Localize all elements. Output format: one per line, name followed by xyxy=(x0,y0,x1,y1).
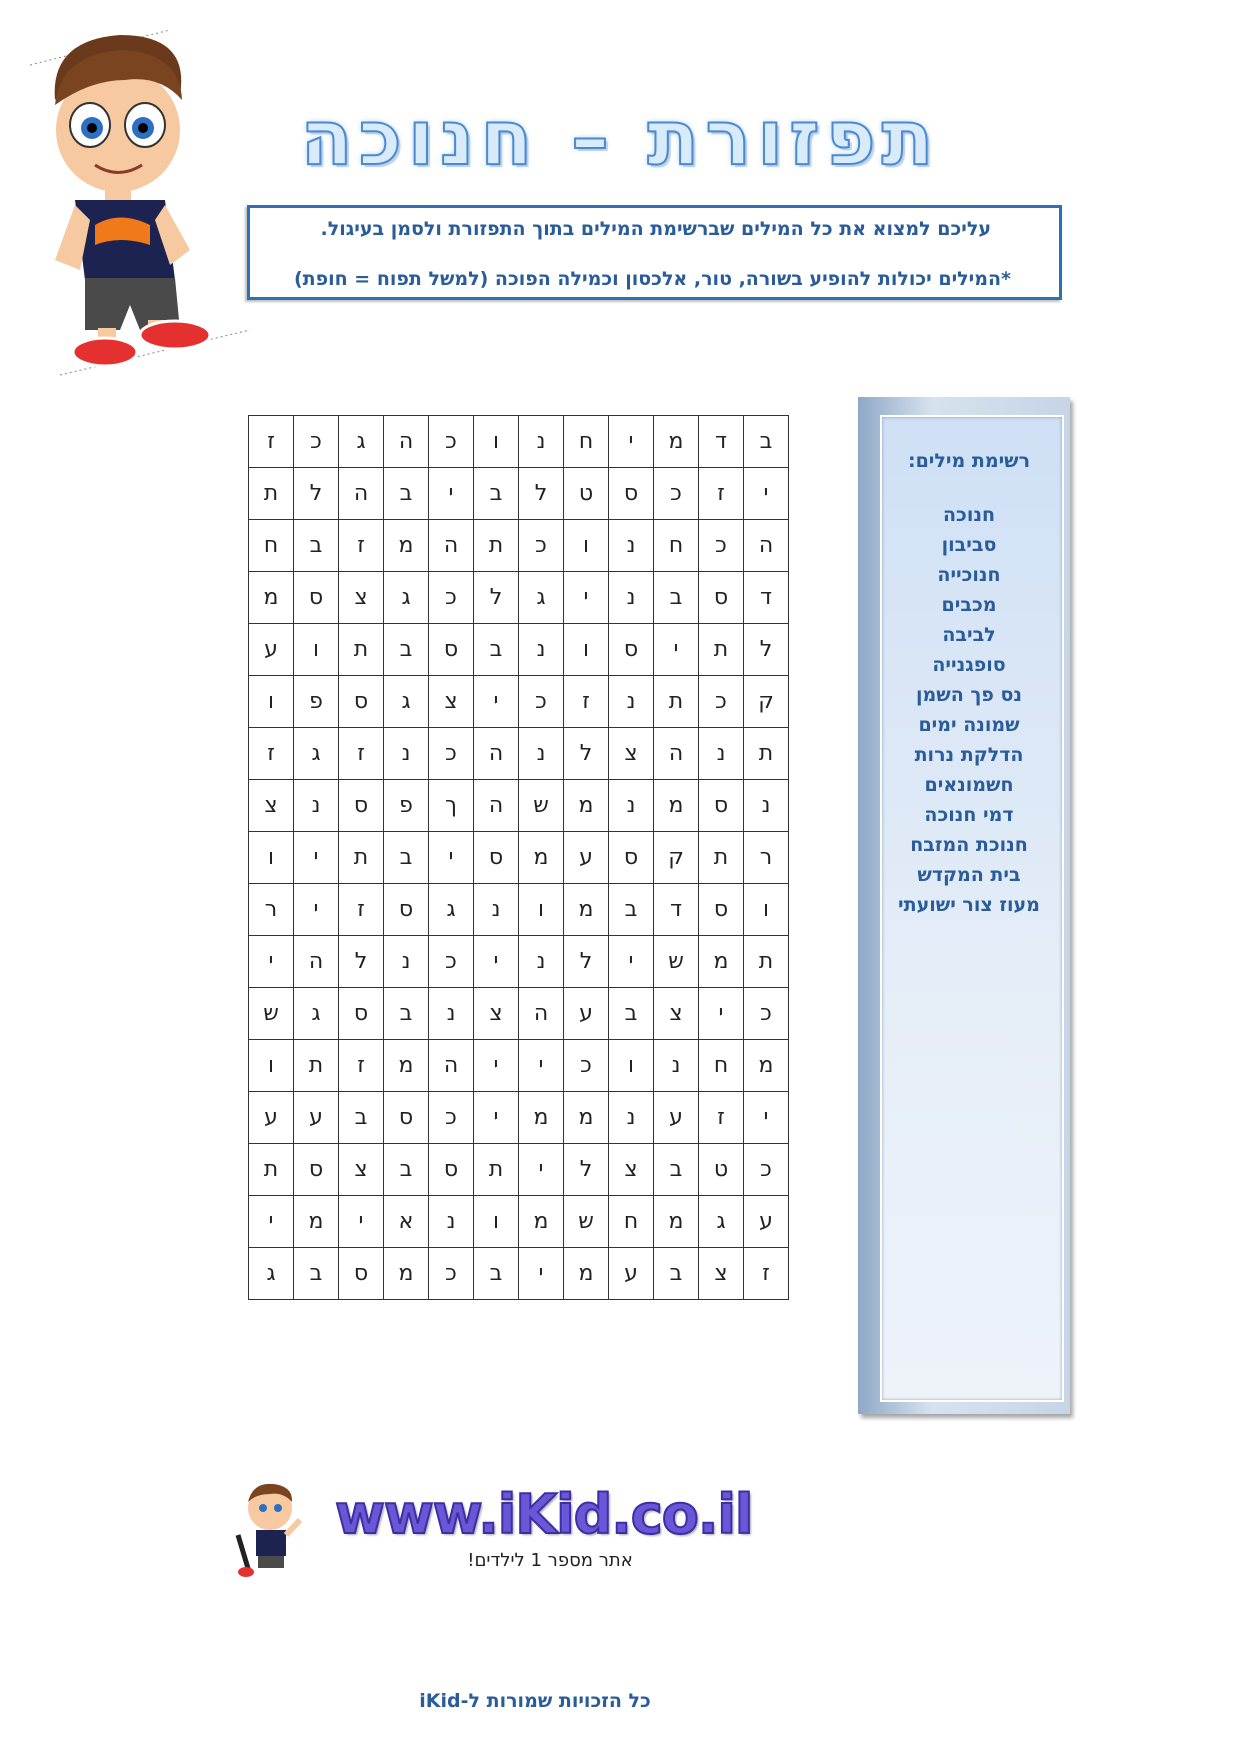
grid-cell[interactable]: ס xyxy=(384,1092,429,1144)
grid-cell[interactable]: ש xyxy=(564,1196,609,1248)
grid-cell[interactable]: נ xyxy=(519,416,564,468)
grid-cell[interactable]: צ xyxy=(339,1144,384,1196)
grid-cell[interactable]: כ xyxy=(564,1040,609,1092)
word-list-item: נס פך השמן xyxy=(916,684,1022,706)
grid-cell[interactable]: כ xyxy=(429,1092,474,1144)
grid-cell[interactable]: ת xyxy=(744,936,789,988)
grid-cell[interactable]: ע xyxy=(564,988,609,1040)
grid-cell[interactable]: ג xyxy=(294,728,339,780)
grid-cell[interactable]: ת xyxy=(699,832,744,884)
grid-cell[interactable]: ז xyxy=(564,676,609,728)
grid-cell[interactable]: נ xyxy=(519,936,564,988)
boy-illustration xyxy=(30,20,250,380)
grid-cell[interactable]: ה xyxy=(429,1040,474,1092)
grid-cell[interactable]: מ xyxy=(519,832,564,884)
grid-cell[interactable]: נ xyxy=(609,676,654,728)
grid-cell[interactable]: נ xyxy=(519,728,564,780)
grid-row xyxy=(249,780,789,832)
grid-cell[interactable]: ע xyxy=(249,1092,294,1144)
grid-cell[interactable]: ס xyxy=(339,780,384,832)
grid-cell[interactable]: ח xyxy=(249,520,294,572)
grid-cell[interactable]: צ xyxy=(654,988,699,1040)
grid-cell[interactable]: מ xyxy=(384,1248,429,1300)
grid-cell[interactable]: ו xyxy=(474,416,519,468)
grid-cell[interactable]: ר xyxy=(249,884,294,936)
word-list-item: בית המקדש xyxy=(917,864,1021,886)
grid-cell[interactable]: נ xyxy=(609,780,654,832)
grid-cell[interactable]: צ xyxy=(339,572,384,624)
grid-cell[interactable]: ה xyxy=(474,780,519,832)
grid-cell[interactable]: ה xyxy=(744,520,789,572)
grid-cell[interactable]: ב xyxy=(654,572,699,624)
grid-cell[interactable]: ת xyxy=(294,1040,339,1092)
grid-cell[interactable]: ז xyxy=(699,1092,744,1144)
grid-cell[interactable]: ז xyxy=(249,728,294,780)
grid-cell[interactable]: נ xyxy=(609,572,654,624)
grid-cell[interactable]: ו xyxy=(744,884,789,936)
grid-cell[interactable]: מ xyxy=(564,1248,609,1300)
word-list-title: רשימת מילים: xyxy=(907,450,1031,472)
grid-cell[interactable]: י xyxy=(699,988,744,1040)
grid-cell[interactable]: ו xyxy=(609,1040,654,1092)
grid-cell[interactable]: ל xyxy=(519,468,564,520)
word-list-item: חשמונאים xyxy=(924,774,1014,796)
grid-cell[interactable]: ה xyxy=(384,416,429,468)
grid-cell[interactable]: ב xyxy=(654,1248,699,1300)
grid-cell[interactable]: ק xyxy=(744,676,789,728)
grid-cell[interactable]: ג xyxy=(294,988,339,1040)
grid-cell[interactable]: ז xyxy=(339,520,384,572)
grid-cell[interactable]: נ xyxy=(609,1092,654,1144)
grid-cell[interactable]: ס xyxy=(294,572,339,624)
grid-cell[interactable]: י xyxy=(249,936,294,988)
grid-cell[interactable]: נ xyxy=(654,1040,699,1092)
grid-cell[interactable]: ת xyxy=(249,1144,294,1196)
grid-cell[interactable]: ס xyxy=(429,624,474,676)
grid-row xyxy=(249,416,789,468)
word-search-grid xyxy=(248,415,789,1300)
grid-cell[interactable]: ג xyxy=(384,572,429,624)
word-list-item: שמונה ימים xyxy=(918,714,1020,736)
grid-cell[interactable]: ו xyxy=(564,520,609,572)
grid-cell[interactable]: ב xyxy=(339,1092,384,1144)
grid-cell[interactable]: ו xyxy=(249,676,294,728)
grid-cell[interactable]: מ xyxy=(519,1196,564,1248)
grid-cell[interactable]: ד xyxy=(744,572,789,624)
grid-row xyxy=(249,1144,789,1196)
grid-cell[interactable]: ב xyxy=(384,624,429,676)
grid-cell[interactable]: כ xyxy=(429,936,474,988)
grid-cell[interactable]: ו xyxy=(519,884,564,936)
grid-cell[interactable]: י xyxy=(609,936,654,988)
grid-row xyxy=(249,676,789,728)
copyright-text: כל הזכויות שמורות ל-iKid xyxy=(419,1690,651,1712)
grid-cell[interactable]: י xyxy=(519,1248,564,1300)
grid-cell[interactable]: כ xyxy=(699,676,744,728)
word-list-item: דמי חנוכה xyxy=(924,804,1014,826)
grid-cell[interactable]: ס xyxy=(429,1144,474,1196)
grid-cell[interactable]: ו xyxy=(249,1040,294,1092)
grid-cell[interactable]: ל xyxy=(474,572,519,624)
grid-cell[interactable]: י xyxy=(249,1196,294,1248)
grid-cell[interactable]: צ xyxy=(609,728,654,780)
grid-cell[interactable]: ב xyxy=(474,1248,519,1300)
grid-cell[interactable]: נ xyxy=(609,520,654,572)
grid-cell[interactable]: כ xyxy=(294,416,339,468)
instructions-box xyxy=(247,205,1062,300)
grid-cell[interactable]: פ xyxy=(294,676,339,728)
grid-cell[interactable]: ל xyxy=(564,728,609,780)
grid-cell[interactable]: ג xyxy=(249,1248,294,1300)
grid-cell[interactable]: ת xyxy=(474,1144,519,1196)
grid-cell[interactable]: י xyxy=(474,936,519,988)
grid-cell[interactable]: ש xyxy=(654,936,699,988)
page-title: תפזורת – חנוכה xyxy=(300,93,940,182)
grid-cell[interactable]: ו xyxy=(249,832,294,884)
grid-cell[interactable]: י xyxy=(429,832,474,884)
grid-cell[interactable]: ב xyxy=(384,988,429,1040)
grid-cell[interactable]: מ xyxy=(384,520,429,572)
logo-boy-icon xyxy=(228,1480,308,1580)
grid-cell[interactable]: כ xyxy=(699,520,744,572)
grid-cell[interactable]: כ xyxy=(429,416,474,468)
grid-cell[interactable]: י xyxy=(744,468,789,520)
grid-cell[interactable]: מ xyxy=(564,884,609,936)
grid-cell[interactable]: ג xyxy=(384,676,429,728)
grid-cell[interactable]: ת xyxy=(474,520,519,572)
instructions-line-1: עליכם למצוא את כל המילים שברשימת המילים בתוך התפזורת ולסמן בעיגול. xyxy=(320,218,991,240)
grid-cell[interactable]: ת xyxy=(699,624,744,676)
grid-cell[interactable]: ה xyxy=(339,468,384,520)
grid-cell[interactable]: ע xyxy=(249,624,294,676)
grid-cell[interactable]: נ xyxy=(429,1196,474,1248)
grid-cell[interactable]: מ xyxy=(744,1040,789,1092)
grid-cell[interactable]: ז xyxy=(339,728,384,780)
grid-row xyxy=(249,468,789,520)
grid-cell[interactable]: י xyxy=(294,884,339,936)
grid-cell[interactable]: ת xyxy=(744,728,789,780)
grid-cell[interactable]: צ xyxy=(609,1144,654,1196)
grid-cell[interactable]: נ xyxy=(744,780,789,832)
grid-cell[interactable]: נ xyxy=(294,780,339,832)
grid-cell[interactable]: ב xyxy=(384,468,429,520)
word-list-item: סביבון xyxy=(941,534,997,556)
grid-cell[interactable]: י xyxy=(609,416,654,468)
grid-cell[interactable]: ב xyxy=(294,1248,339,1300)
grid-row xyxy=(249,520,789,572)
grid-cell[interactable]: מ xyxy=(519,1092,564,1144)
grid-cell[interactable]: ס xyxy=(699,780,744,832)
grid-cell[interactable]: ב xyxy=(474,624,519,676)
grid-cell[interactable]: צ xyxy=(699,1248,744,1300)
grid-cell[interactable]: ס xyxy=(609,832,654,884)
grid-cell[interactable]: י xyxy=(654,624,699,676)
grid-cell[interactable]: י xyxy=(339,1196,384,1248)
grid-cell[interactable]: כ xyxy=(429,572,474,624)
grid-cell[interactable]: י xyxy=(474,1040,519,1092)
grid-cell[interactable]: ש xyxy=(519,780,564,832)
word-list-item: סופגנייה xyxy=(932,654,1006,676)
grid-cell[interactable]: ס xyxy=(339,988,384,1040)
grid-cell[interactable]: י xyxy=(429,468,474,520)
grid-cell[interactable]: ע xyxy=(564,832,609,884)
grid-cell[interactable]: י xyxy=(294,832,339,884)
grid-cell[interactable]: ז xyxy=(339,884,384,936)
grid-cell[interactable]: ב xyxy=(609,988,654,1040)
grid-cell[interactable]: ה xyxy=(519,988,564,1040)
grid-cell[interactable]: נ xyxy=(699,728,744,780)
grid-cell[interactable]: פ xyxy=(384,780,429,832)
grid-cell[interactable]: ס xyxy=(294,1144,339,1196)
grid-cell[interactable]: ו xyxy=(294,624,339,676)
grid-cell[interactable]: ל xyxy=(339,936,384,988)
grid-cell[interactable]: ה xyxy=(429,520,474,572)
grid-cell[interactable]: ח xyxy=(609,1196,654,1248)
grid-cell[interactable]: ל xyxy=(744,624,789,676)
grid-cell[interactable]: ב xyxy=(654,1144,699,1196)
grid-cell[interactable]: מ xyxy=(654,1196,699,1248)
grid-cell[interactable]: ע xyxy=(744,1196,789,1248)
grid-cell[interactable]: ה xyxy=(474,728,519,780)
grid-cell[interactable]: מ xyxy=(564,780,609,832)
grid-cell[interactable]: ח xyxy=(699,1040,744,1092)
grid-row xyxy=(249,1248,789,1300)
grid-cell[interactable]: ב xyxy=(384,832,429,884)
grid-cell[interactable]: ס xyxy=(339,1248,384,1300)
grid-cell[interactable]: ה xyxy=(294,936,339,988)
grid-cell[interactable]: נ xyxy=(429,988,474,1040)
grid-cell[interactable]: כ xyxy=(744,1144,789,1196)
grid-cell[interactable]: ח xyxy=(564,416,609,468)
grid-cell[interactable]: ס xyxy=(699,572,744,624)
grid-cell[interactable]: צ xyxy=(429,676,474,728)
logo-tagline: אתר מספר 1 לילדים! xyxy=(467,1550,633,1571)
grid-cell[interactable]: כ xyxy=(519,676,564,728)
grid-cell[interactable]: נ xyxy=(384,936,429,988)
grid-cell[interactable]: מ xyxy=(249,572,294,624)
word-list-item: הדלקת נרות xyxy=(914,744,1024,766)
grid-cell[interactable]: מ xyxy=(654,780,699,832)
grid-cell[interactable]: ס xyxy=(384,884,429,936)
grid-cell[interactable]: ע xyxy=(294,1092,339,1144)
grid-cell[interactable]: ח xyxy=(654,520,699,572)
grid-cell[interactable]: ז xyxy=(339,1040,384,1092)
grid-cell[interactable]: ו xyxy=(474,1196,519,1248)
grid-cell[interactable]: כ xyxy=(519,520,564,572)
grid-cell[interactable]: ב xyxy=(609,884,654,936)
grid-cell[interactable]: כ xyxy=(744,988,789,1040)
grid-cell[interactable]: ב xyxy=(294,520,339,572)
grid-cell[interactable]: נ xyxy=(384,728,429,780)
grid-cell[interactable]: ת xyxy=(249,468,294,520)
grid-cell[interactable]: ד xyxy=(699,416,744,468)
grid-row xyxy=(249,936,789,988)
grid-cell[interactable]: י xyxy=(519,1040,564,1092)
grid-cell[interactable]: ת xyxy=(339,624,384,676)
grid-row xyxy=(249,1040,789,1092)
instructions-line-2: *המילים יכולות להופיע בשורה, טור, אלכסון וכמילה הפוכה (למשל תפוח = חופת) xyxy=(293,268,1011,290)
word-list-item: חנוכה xyxy=(943,504,995,526)
grid-cell[interactable]: ת xyxy=(339,832,384,884)
word-list-item: חנוכייה xyxy=(937,564,1001,586)
grid-cell[interactable]: א xyxy=(384,1196,429,1248)
grid-cell[interactable]: ו xyxy=(564,624,609,676)
word-list-item: מעוז צור ישועתי xyxy=(898,894,1040,916)
grid-cell[interactable]: ה xyxy=(654,728,699,780)
grid-cell[interactable]: י xyxy=(474,676,519,728)
word-list-item: חנוכת המזבח xyxy=(910,834,1028,856)
word-list-item: לביבה xyxy=(942,624,996,646)
grid-cell[interactable]: כ xyxy=(654,468,699,520)
grid-cell[interactable]: ז xyxy=(699,468,744,520)
grid-cell[interactable]: ג xyxy=(699,1196,744,1248)
grid-row xyxy=(249,728,789,780)
grid-cell[interactable]: ב xyxy=(384,1144,429,1196)
grid-row xyxy=(249,572,789,624)
grid-cell[interactable]: ל xyxy=(564,936,609,988)
grid-cell[interactable]: י xyxy=(744,1092,789,1144)
grid-cell[interactable]: ס xyxy=(699,884,744,936)
grid-cell[interactable]: ר xyxy=(744,832,789,884)
grid-cell[interactable]: ב xyxy=(744,416,789,468)
grid-cell[interactable]: נ xyxy=(519,624,564,676)
grid-cell[interactable]: צ xyxy=(249,780,294,832)
grid-cell[interactable]: ז xyxy=(744,1248,789,1300)
grid-cell[interactable]: ג xyxy=(429,884,474,936)
grid-cell[interactable]: ס xyxy=(474,832,519,884)
grid-cell[interactable]: ע xyxy=(654,1092,699,1144)
logo-text: www.iKid.co.il xyxy=(335,1483,753,1546)
grid-cell[interactable]: ב xyxy=(474,468,519,520)
grid-cell[interactable]: י xyxy=(519,1144,564,1196)
grid-row xyxy=(249,1092,789,1144)
grid-cell[interactable]: צ xyxy=(474,988,519,1040)
grid-cell[interactable]: ד xyxy=(654,884,699,936)
grid-row xyxy=(249,832,789,884)
grid-cell[interactable]: י xyxy=(564,572,609,624)
grid-cell[interactable]: נ xyxy=(474,884,519,936)
grid-cell[interactable]: י xyxy=(474,1092,519,1144)
grid-cell[interactable]: מ xyxy=(384,1040,429,1092)
grid-cell[interactable]: ך xyxy=(429,780,474,832)
grid-cell[interactable]: ל xyxy=(294,468,339,520)
grid-cell[interactable]: מ xyxy=(564,1092,609,1144)
grid-cell[interactable]: מ xyxy=(654,416,699,468)
grid-cell[interactable]: ק xyxy=(654,832,699,884)
grid-cell[interactable]: מ xyxy=(294,1196,339,1248)
grid-cell[interactable]: ז xyxy=(249,416,294,468)
grid-row xyxy=(249,884,789,936)
grid-row xyxy=(249,988,789,1040)
grid-cell[interactable]: ת xyxy=(654,676,699,728)
grid-cell[interactable]: מ xyxy=(699,936,744,988)
grid-cell[interactable]: ס xyxy=(609,624,654,676)
grid-cell[interactable]: ט xyxy=(564,468,609,520)
grid-cell[interactable]: ג xyxy=(519,572,564,624)
grid-cell[interactable]: ס xyxy=(609,468,654,520)
grid-cell[interactable]: כ xyxy=(429,728,474,780)
word-list-item: מכבים xyxy=(941,594,997,616)
grid-row xyxy=(249,624,789,676)
grid-cell[interactable]: ל xyxy=(564,1144,609,1196)
grid-row xyxy=(249,1196,789,1248)
grid-cell[interactable]: כ xyxy=(429,1248,474,1300)
grid-cell[interactable]: ס xyxy=(339,676,384,728)
grid-cell[interactable]: ג xyxy=(339,416,384,468)
grid-cell[interactable]: ש xyxy=(249,988,294,1040)
word-list xyxy=(880,500,1058,920)
grid-cell[interactable]: ט xyxy=(699,1144,744,1196)
grid-cell[interactable]: ע xyxy=(609,1248,654,1300)
